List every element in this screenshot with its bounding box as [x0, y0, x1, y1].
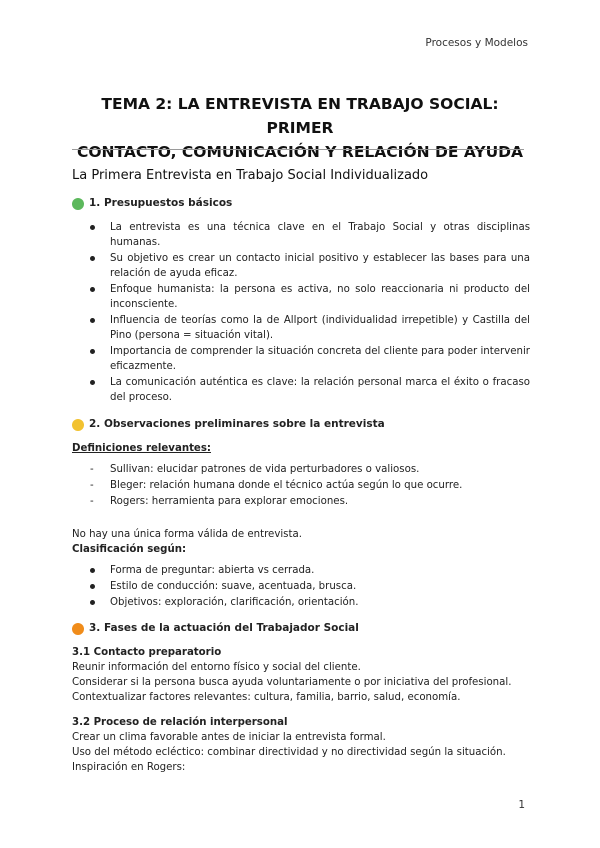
section-title: La Primera Entrevista en Trabajo Social Individualizado — [72, 168, 429, 183]
paragraph-line: Reunir información del entorno físico y social del cliente. — [72, 662, 361, 673]
list-item: La comunicación auténtica es clave: la relación personal marca el éxito o fracaso del proceso. — [72, 375, 530, 405]
definitions-label: Definiciones relevantes: — [72, 443, 211, 454]
classification-list — [72, 563, 530, 610]
paragraph-line: Contextualizar factores relevantes: cultura, familia, barrio, salud, economía. — [72, 692, 461, 703]
heading-1 — [72, 196, 530, 211]
list-item: - Rogers: herramienta para explorar emociones. — [72, 494, 530, 509]
list-item: Su objetivo es crear un contacto inicial positivo y establecer las bases para una relación de ayuda eficaz. — [72, 251, 530, 281]
content — [72, 196, 530, 775]
list-item: Objetivos: exploración, clarificación, orientación. — [72, 595, 530, 610]
heading-1-text: 1. Presupuestos básicos — [89, 197, 233, 209]
definitions-list — [72, 462, 530, 509]
orange-circle-icon — [72, 623, 84, 635]
paragraph-line: Inspiración en Rogers: — [72, 762, 186, 773]
no-single-form-text: No hay una única forma válida de entrevista. — [72, 529, 302, 540]
paragraph-line: Considerar si la persona busca ayuda voluntariamente o por iniciativa del profesional. — [72, 677, 512, 688]
list-item: Importancia de comprender la situación concreta del cliente para poder intervenir eficazmente. — [72, 344, 530, 374]
heading-3-text: 3. Fases de la actuación del Trabajador Social — [89, 622, 359, 634]
list-item: La entrevista es una técnica clave en el Trabajo Social y otras disciplinas humanas. — [72, 220, 530, 250]
subsection-3-2-title: 3.2 Proceso de relación interpersonal — [72, 717, 288, 728]
heading-3 — [72, 621, 530, 636]
list-item: - Bleger: relación humana donde el técnico actúa según lo que ocurre. — [72, 478, 530, 493]
page-number: 1 — [518, 799, 525, 811]
list-item: - Sullivan: elucidar patrones de vida perturbadores o valiosos. — [72, 462, 530, 477]
running-header: Procesos y Modelos — [425, 37, 528, 49]
document-title — [72, 92, 528, 164]
paragraph-line: Uso del método ecléctico: combinar directividad y no directividad según la situación. — [72, 747, 506, 758]
list-item: Enfoque humanista: la persona es activa, no solo reaccionaria ni producto del inconsciente. — [72, 282, 530, 312]
title-divider — [72, 149, 524, 150]
title-line-1: TEMA 2: LA ENTREVISTA EN TRABAJO SOCIAL: PRIMER — [101, 95, 499, 137]
paragraph-line: Crear un clima favorable antes de iniciar la entrevista formal. — [72, 732, 386, 743]
presupuestos-list — [72, 220, 530, 405]
title-line-2: CONTACTO, COMUNICACIÓN Y RELACIÓN DE AYUDA — [76, 143, 524, 161]
list-item: Forma de preguntar: abierta vs cerrada. — [72, 563, 530, 578]
list-item: Estilo de conducción: suave, acentuada, brusca. — [72, 579, 530, 594]
heading-2-text: 2. Observaciones preliminares sobre la entrevista — [89, 418, 385, 430]
yellow-circle-icon — [72, 419, 84, 431]
list-item: Influencia de teorías como la de Allport (individualidad irrepetible) y Castilla del Pino (persona = situación vital). — [72, 313, 530, 343]
heading-2 — [72, 417, 530, 432]
subsection-3-1-title: 3.1 Contacto preparatorio — [72, 647, 222, 658]
green-circle-icon — [72, 198, 84, 210]
classification-label: Clasificación según: — [72, 544, 187, 555]
